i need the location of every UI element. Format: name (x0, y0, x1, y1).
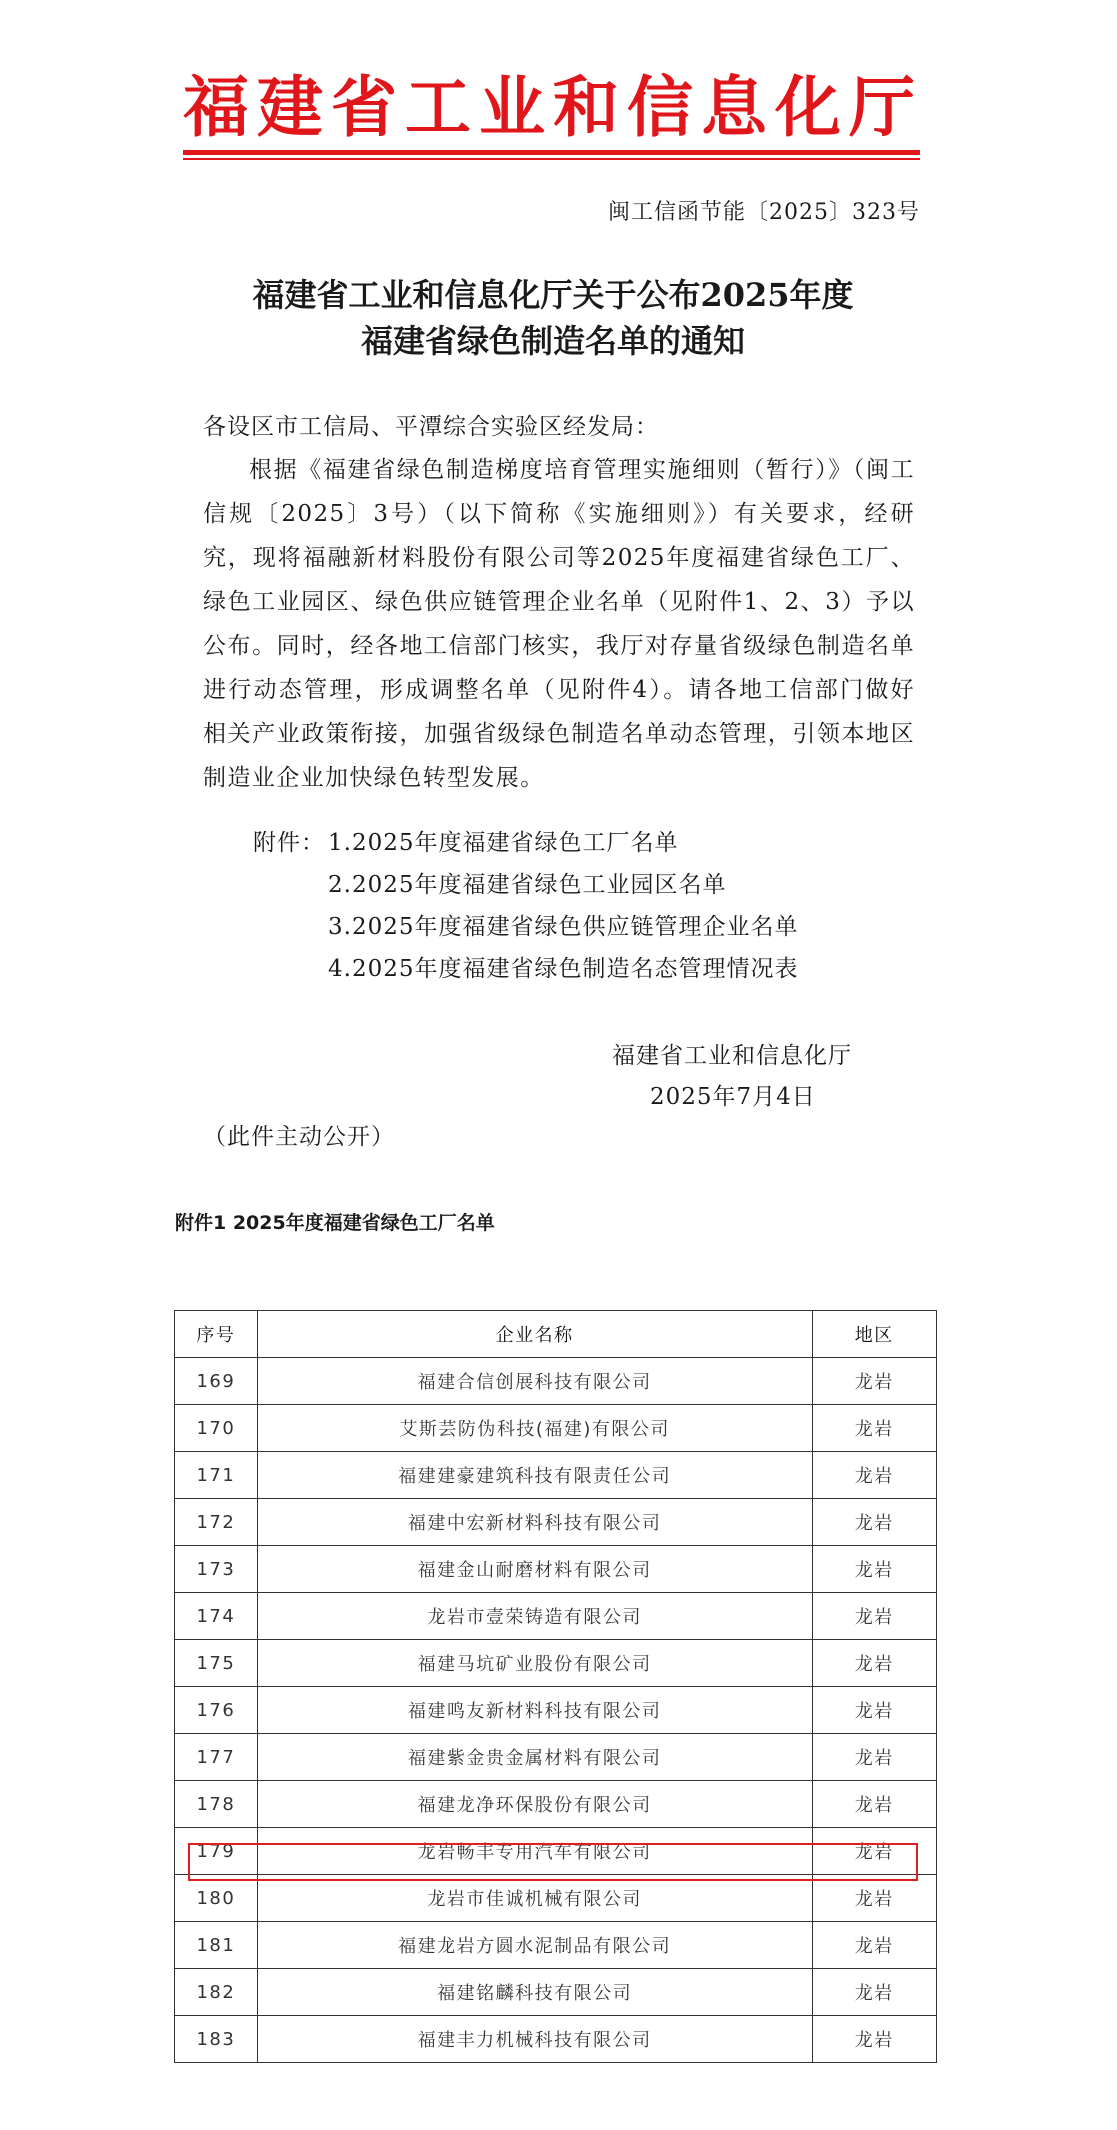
cell-index: 172 (175, 1499, 258, 1546)
table-row (175, 2016, 937, 2063)
cell-index: 169 (175, 1358, 258, 1405)
cell-index: 179 (175, 1828, 258, 1875)
table-row (175, 1640, 937, 1687)
cell-region: 龙岩 (812, 1687, 936, 1734)
cell-region: 龙岩 (812, 1452, 936, 1499)
cell-index: 180 (175, 1875, 258, 1922)
cell-company: 福建龙净环保股份有限公司 (257, 1781, 812, 1828)
cell-company: 福建丰力机械科技有限公司 (257, 2016, 812, 2063)
table-row (175, 1969, 937, 2016)
cell-index: 170 (175, 1405, 258, 1452)
title-line-1: 福建省工业和信息化厅关于公布2025年度 (252, 276, 854, 314)
cell-region: 龙岩 (812, 1499, 936, 1546)
cell-region: 龙岩 (812, 1781, 936, 1828)
cell-company: 福建合信创展科技有限公司 (257, 1358, 812, 1405)
cell-index: 176 (175, 1687, 258, 1734)
cell-company: 艾斯芸防伪科技(福建)有限公司 (257, 1405, 812, 1452)
table-header-row (175, 1311, 937, 1358)
letterhead: 福建省工业和信息化厅 (183, 69, 923, 146)
table-row (175, 1593, 937, 1640)
table-row (175, 1358, 937, 1405)
cell-region: 龙岩 (812, 1640, 936, 1687)
cell-region: 龙岩 (812, 1405, 936, 1452)
table-row (175, 1499, 937, 1546)
table-row (175, 1546, 937, 1593)
cell-company: 福建中宏新材料科技有限公司 (257, 1499, 812, 1546)
cell-region: 龙岩 (812, 1875, 936, 1922)
cell-company: 福建紫金贵金属材料有限公司 (257, 1734, 812, 1781)
salutation: 各设区市工信局、平潭综合实验区经发局： (203, 414, 659, 440)
cell-index: 171 (175, 1452, 258, 1499)
red-rule-thin (183, 158, 920, 160)
table-row (175, 1875, 937, 1922)
cell-company: 龙岩市壹荣铸造有限公司 (257, 1593, 812, 1640)
cell-index: 174 (175, 1593, 258, 1640)
table-row (175, 1405, 937, 1452)
cell-region: 龙岩 (812, 1969, 936, 2016)
cell-index: 182 (175, 1969, 258, 2016)
header-index: 序号 (175, 1311, 258, 1358)
cell-company: 福建金山耐磨材料有限公司 (257, 1546, 812, 1593)
cell-company: 福建建豪建筑科技有限责任公司 (257, 1452, 812, 1499)
document-title (183, 272, 923, 364)
cell-region: 龙岩 (812, 2016, 936, 2063)
table-row (175, 1734, 937, 1781)
cell-index: 173 (175, 1546, 258, 1593)
cell-company: 福建鸣友新材料科技有限公司 (257, 1687, 812, 1734)
cell-company: 龙岩市佳诚机械有限公司 (257, 1875, 812, 1922)
cell-company: 龙岩畅丰专用汽车有限公司 (257, 1828, 812, 1875)
table-row (175, 1452, 937, 1499)
cell-company: 福建马坑矿业股份有限公司 (257, 1640, 812, 1687)
cell-region: 龙岩 (812, 1358, 936, 1405)
table-row (175, 1687, 937, 1734)
cell-region: 龙岩 (812, 1734, 936, 1781)
public-note: （此件主动公开） (203, 1124, 395, 1150)
cell-index: 181 (175, 1922, 258, 1969)
highlight-box-row-179 (188, 1843, 918, 1881)
cell-region: 龙岩 (812, 1593, 936, 1640)
cell-region: 龙岩 (812, 1828, 936, 1875)
green-factory-table (174, 1310, 937, 2063)
cell-index: 175 (175, 1640, 258, 1687)
attachment-item: 4.2025年度福建省绿色制造名态管理情况表 (328, 956, 799, 982)
issue-date: 2025年7月4日 (650, 1084, 816, 1110)
cell-index: 183 (175, 2016, 258, 2063)
title-line-2: 福建省绿色制造名单的通知 (360, 322, 745, 360)
annex-title: 附件1 2025年度福建省绿色工厂名单 (175, 1212, 495, 1234)
body-paragraph: 根据《福建省绿色制造梯度培育管理实施细则（暂行）》（闽工信规〔2025〕3号）（以下简称《实施细则》）有关要求，经研究，现将福融新材料股份有限公司等2025年度福建省绿色工厂、绿色工业园区、绿色供应链管理企业名单（见附件1、2、3）予以公布。同时，经各地工信部门核实，我厅对存量省级绿色制造名单进行动态管理，形成调整名单（见附件4）。请各地工信部门做好相关产业政策衔接，加强省级绿色制造名单动态管理，引领本地区制造业企业加快绿色转型发展。 (203, 457, 915, 791)
attachment-item: 2.2025年度福建省绿色工业园区名单 (328, 872, 727, 898)
header-region: 地区 (812, 1311, 936, 1358)
attachments-list (253, 822, 913, 990)
signer: 福建省工业和信息化厅 (612, 1043, 852, 1069)
header-company: 企业名称 (257, 1311, 812, 1358)
cell-index: 177 (175, 1734, 258, 1781)
attachments-label: 附件： (253, 830, 325, 856)
table-row (175, 1781, 937, 1828)
attachment-item: 1.2025年度福建省绿色工厂名单 (328, 830, 679, 856)
red-rule-thick (183, 150, 920, 155)
cell-region: 龙岩 (812, 1546, 936, 1593)
cell-company: 福建龙岩方圆水泥制品有限公司 (257, 1922, 812, 1969)
cell-index: 178 (175, 1781, 258, 1828)
cell-company: 福建铭麟科技有限公司 (257, 1969, 812, 2016)
document-number: 闽工信函节能〔2025〕323号 (608, 200, 920, 225)
attachment-item: 3.2025年度福建省绿色供应链管理企业名单 (328, 914, 799, 940)
table-row (175, 1922, 937, 1969)
cell-region: 龙岩 (812, 1922, 936, 1969)
